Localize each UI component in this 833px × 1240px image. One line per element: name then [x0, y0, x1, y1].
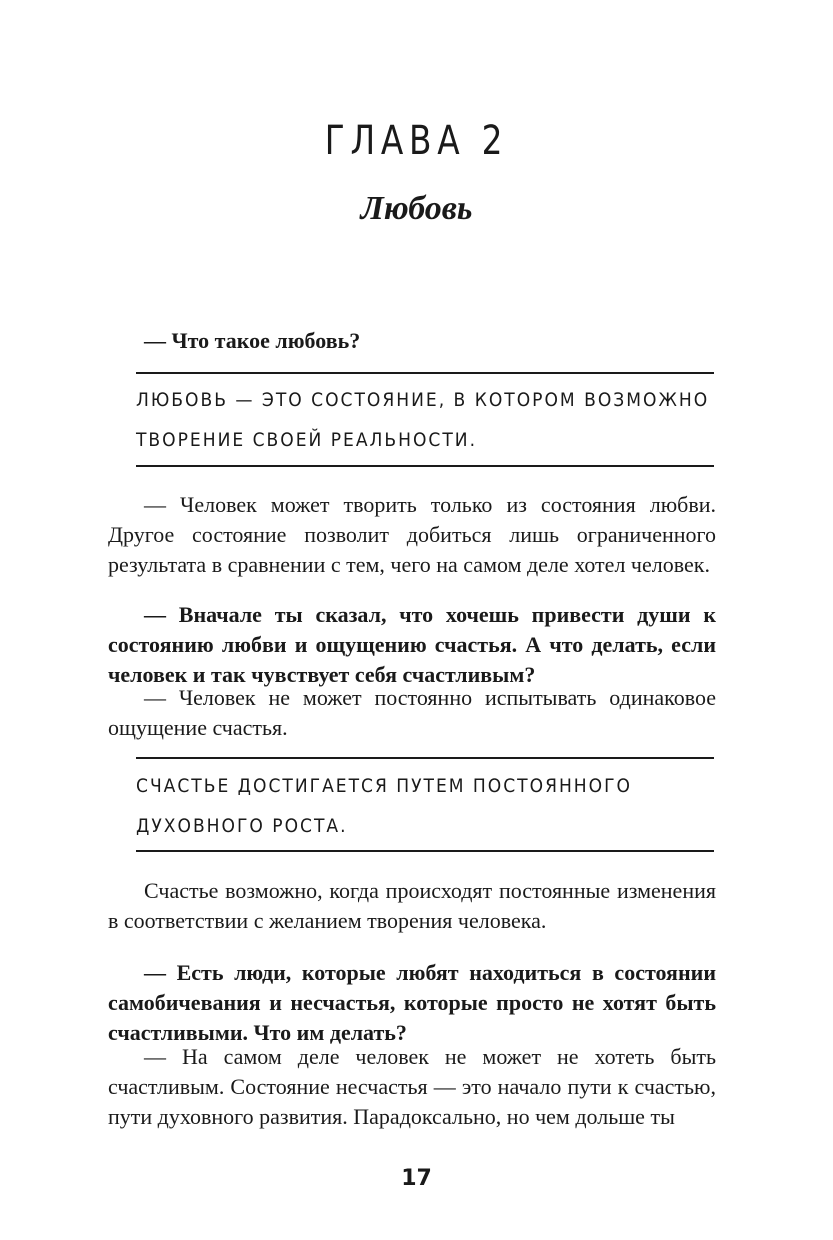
- quote-1-top-rule: [136, 372, 714, 374]
- quote-2-bottom-rule: [136, 850, 714, 852]
- paragraph-3-text: Счастье возможно, когда происходят постоянные изменения в соответствии с желанием творения человека.: [108, 878, 716, 933]
- answer-1-text: — Человек может творить только из состояния любви. Другое состояние позволит добиться лишь ограниченного результата в сравнении с тем, чего на самом деле хотел человек.: [108, 492, 716, 577]
- answer-1: [108, 490, 716, 580]
- answer-3-text: — На самом деле человек не может не хотеть быть счастливым. Состояние несчастья — это начало пути к счастью, пути духовного развития. Парадоксально, но чем дольше ты: [108, 1044, 716, 1129]
- pull-quote-2: СЧАСТЬЕ ДОСТИГАЕТСЯ ПУТЕМ ПОСТОЯННОГО ДУХОВНОГО РОСТА.: [136, 775, 632, 837]
- chapter-title: Любовь: [360, 190, 473, 227]
- pull-quote-1: ЛЮБОВЬ — ЭТО СОСТОЯНИЕ, В КОТОРОМ ВОЗМОЖНО ТВОРЕНИЕ СВОЕЙ РЕАЛЬНОСТИ.: [136, 389, 710, 451]
- quote-2-top-rule: [136, 757, 714, 759]
- question-3: [108, 958, 716, 1048]
- answer-2: [108, 683, 716, 743]
- answer-2-text: — Человек не может постоянно испытывать одинаковое ощущение счастья.: [108, 685, 716, 740]
- question-2-text: — Вначале ты сказал, что хочешь привести души к состоянию любви и ощущению счастья. А что делать, если человек и так чувствует себя счастливым?: [108, 602, 716, 687]
- question-1: [108, 326, 716, 356]
- chapter-number: ГЛАВА 2: [324, 118, 509, 164]
- question-3-text: — Есть люди, которые любят находиться в состоянии самобичевания и несчастья, которые просто не хотят быть счастливыми. Что им делать?: [108, 960, 716, 1045]
- paragraph-3: [108, 876, 716, 936]
- quote-1-bottom-rule: [136, 465, 714, 467]
- question-1-text: — Что такое любовь?: [144, 328, 361, 353]
- page-number: 17: [401, 1166, 432, 1191]
- answer-3: [108, 1042, 716, 1132]
- question-2: [108, 600, 716, 690]
